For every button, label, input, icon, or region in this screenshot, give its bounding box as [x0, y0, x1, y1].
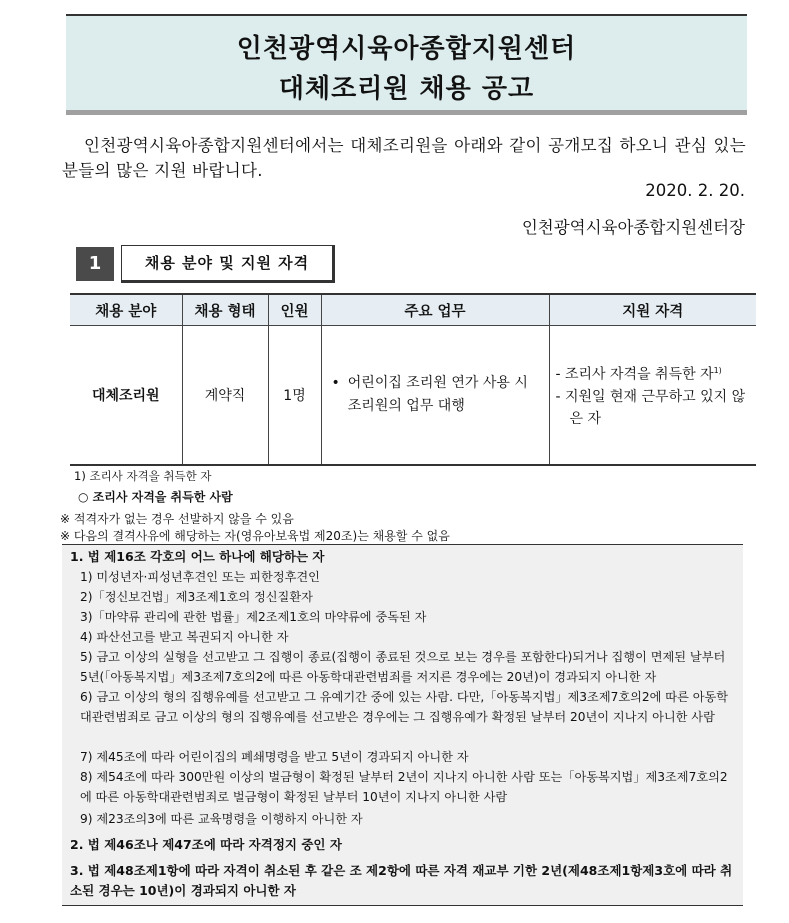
qualification-2: - 지원일 현재 근무하고 있지 않은 자	[555, 388, 746, 427]
duty-bullet: •	[331, 375, 340, 391]
list-item: 8) 제54조에 따라 300만원 이상의 벌금형이 확정된 날부터 2년이 지나지 아니한 사람 또는「아동복지법」제3조제7호의2에 따른 아동학대관련범죄로 벌금형이 확정된 날부터 10년이 지나지 아니한 사람	[80, 770, 728, 804]
section-number: 1	[76, 247, 114, 281]
remark-2: ※ 다음의 결격사유에 해당하는 자(영유아보육법 제20조)는 채용할 수 없음	[60, 529, 450, 543]
table-row	[70, 326, 756, 466]
cell-duty	[321, 326, 549, 466]
list-item: 1) 미성년자·피성년후견인 또는 피한정후견인	[80, 570, 320, 584]
list-item: 4) 파산선고를 받고 복권되지 아니한 자	[80, 630, 289, 644]
cell-count: 1명	[268, 326, 321, 466]
list-item: 6) 금고 이상의 형의 집행유예를 선고받고 그 유예기간 중에 있는 사람. 다만,「아동복지법」제3조제7호의2에 따른 아동학대관련범죄로 금고 이상의 형의 집행유예를 선고받은 경우에는 그 집행유예가 확정된 날부터 20년이 지나지 아니한 사람	[80, 690, 729, 724]
cell-type: 계약직	[182, 326, 268, 466]
list-item: 7) 제45조에 따라 어린이집의 폐쇄명령을 받고 5년이 경과되지 아니한 자	[80, 750, 469, 764]
title-box	[66, 14, 747, 115]
footnote-bullet: ○ 조리사 자격을 취득한 사람	[78, 490, 233, 504]
table-header-row	[70, 294, 756, 326]
remark-1: ※ 적격자가 없는 경우 선발하지 않을 수 있음	[60, 512, 294, 526]
qualification-1: - 조리사 자격을 취득한 자$^{1)}$	[555, 366, 722, 383]
recruitment-table	[70, 293, 756, 466]
footnote-ref: 1)	[713, 366, 722, 376]
header-type: 채용 형태	[182, 294, 268, 326]
title-line-2: 대체조리원 채용 공고	[278, 74, 535, 104]
cell-qualification	[549, 326, 756, 466]
duty-text: 어린이집 조리원 연가 사용 시 조리원의 업무 대행	[347, 375, 528, 414]
header-count: 인원	[268, 294, 321, 326]
header-duty: 주요 업무	[321, 294, 549, 326]
header-field: 채용 분야	[70, 294, 182, 326]
header-qualification: 지원 자격	[549, 294, 756, 326]
cell-field: 대체조리원	[70, 326, 182, 466]
intro-text: 인천광역시육아종합지원센터에서는 대체조리원을 아래와 같이 공개모집 하오니 관심 있는 분들의 많은 지원 바랍니다.	[62, 136, 746, 180]
footnote: 1) 조리사 자격을 취득한 자	[74, 469, 212, 483]
announcement-date: 2020. 2. 20.	[645, 181, 745, 200]
disqualification-box	[62, 544, 743, 906]
list-item: 3)「마약류 관리에 관한 법률」제2조제1호의 마약류에 중독된 자	[80, 610, 427, 624]
section-title: 채용 분야 및 지원 자격	[121, 245, 335, 283]
disqual-heading-3: 3. 법 제48조제1항에 따라 자격이 취소된 후 같은 조 제2항에 따른 자격 재교부 기한 2년(제48조제1항제3호에 따라 취소된 경우는 10년)이 경과되지 아니한 자	[70, 863, 733, 898]
list-item: 5) 금고 이상의 실형을 선고받고 그 집행이 종료(집행이 종료된 것으로 보는 경우를 포함한다)되거나 집행이 면제된 날부터 5년(「아동복지법」제3조제7호의2에 따른 아동학대관련범죄를 저지른 경우에는 20년)이 경과되지 아니한 자	[80, 650, 726, 684]
disqual-heading-1: 1. 법 제16조 각호의 어느 하나에 해당하는 자	[70, 549, 325, 564]
list-item: 2)「정신보건법」제3조제1호의 정신질환자	[80, 590, 313, 604]
title-line-1: 인천광역시육아종합지원센터	[236, 34, 577, 64]
list-item: 9) 제23조의3에 따른 교육명령을 이행하지 아니한 자	[80, 812, 363, 826]
signatory: 인천광역시육아종합지원센터장	[521, 218, 745, 237]
disqual-heading-2: 2. 법 제46조나 제47조에 따라 자격정지 중인 자	[70, 837, 342, 852]
intro-paragraph	[62, 133, 746, 183]
